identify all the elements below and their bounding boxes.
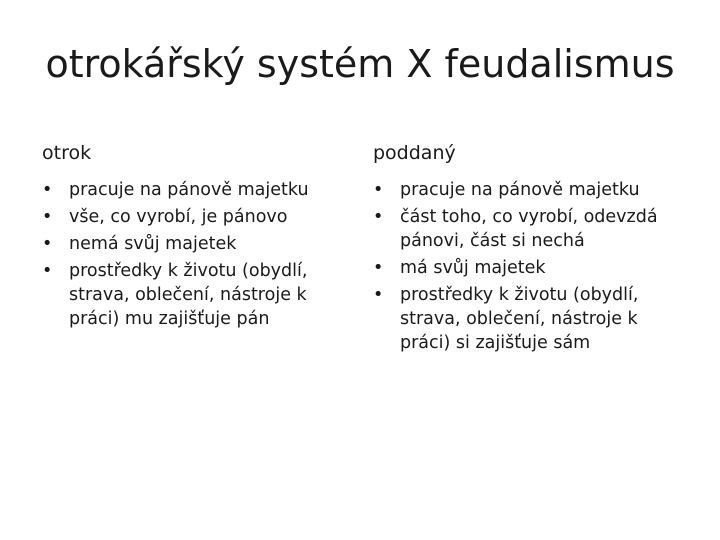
- bullet-icon: •: [373, 207, 384, 227]
- left-column-heading: otrok: [42, 142, 92, 164]
- list-item-text: pracuje na pánově majetku: [69, 180, 309, 200]
- list-item-text: má svůj majetek: [400, 258, 546, 278]
- right-column-heading: poddaný: [373, 142, 456, 164]
- list-item-text: vše, co vyrobí, je pánovo: [69, 207, 288, 227]
- list-item: [42, 205, 362, 229]
- list-item-text: prostředky k životu (obydlí, strava, oblečení, nástroje k práci) si zajišťuje sám: [400, 285, 639, 353]
- list-item-text: pracuje na pánově majetku: [400, 180, 640, 200]
- right-column: [373, 140, 693, 358]
- bullet-icon: •: [42, 234, 53, 254]
- list-item: [373, 205, 693, 253]
- list-item: [42, 178, 362, 202]
- left-column: [42, 140, 362, 334]
- bullet-icon: •: [42, 207, 53, 227]
- left-bullet-list: [42, 178, 362, 331]
- bullet-icon: •: [42, 261, 53, 281]
- list-item: [42, 232, 362, 256]
- bullet-icon: •: [373, 180, 384, 200]
- list-item: [373, 256, 693, 280]
- list-item-text: nemá svůj majetek: [69, 234, 237, 254]
- slide-title: otrokářský systém X feudalismus: [45, 42, 675, 86]
- list-item-text: část toho, co vyrobí, odevzdá pánovi, část si nechá: [400, 207, 658, 251]
- bullet-icon: •: [373, 258, 384, 278]
- list-item: [373, 178, 693, 202]
- list-item-text: prostředky k životu (obydlí, strava, oblečení, nástroje k práci) mu zajišťuje pán: [69, 261, 308, 329]
- bullet-icon: •: [373, 285, 384, 305]
- list-item: [42, 259, 362, 331]
- right-bullet-list: [373, 178, 693, 355]
- list-item: [373, 283, 693, 355]
- bullet-icon: •: [42, 180, 53, 200]
